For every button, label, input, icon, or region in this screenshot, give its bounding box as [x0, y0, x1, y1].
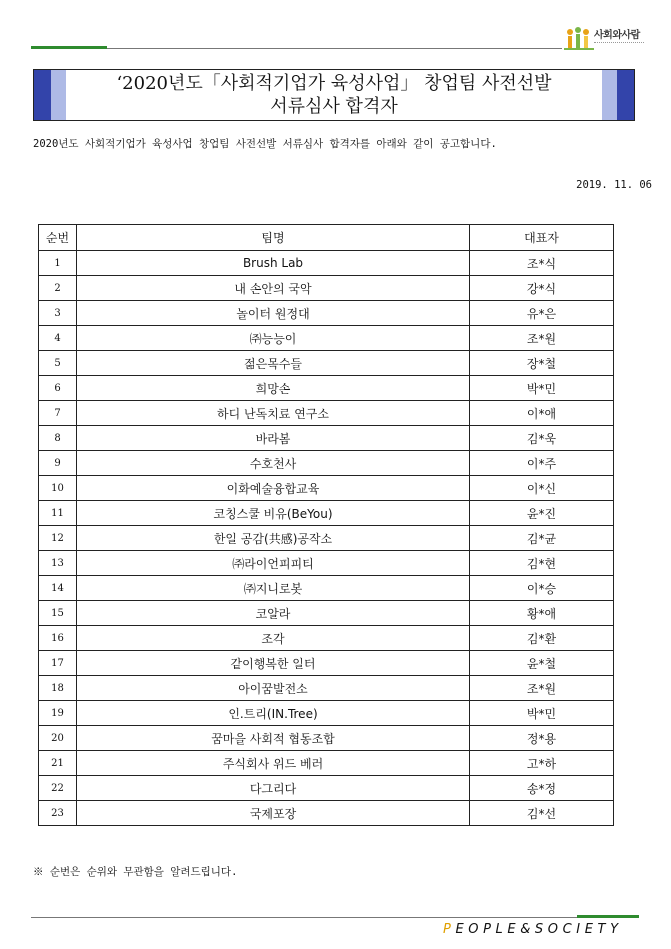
- table-row: [39, 576, 614, 601]
- cell-team-name: 놀이터 원정대: [77, 301, 470, 326]
- cell-team-name: Brush Lab: [77, 251, 470, 276]
- cell-number: 22: [39, 776, 77, 801]
- header-rule: [107, 48, 562, 49]
- header-number: 순번: [39, 225, 77, 251]
- cell-representative: 김*현: [470, 551, 614, 576]
- cell-representative: 고*하: [470, 751, 614, 776]
- table-row: [39, 501, 614, 526]
- cell-team-name: 하디 난독치료 연구소: [77, 401, 470, 426]
- table-row: [39, 801, 614, 826]
- cell-representative: 유*은: [470, 301, 614, 326]
- page-title: [74, 72, 594, 118]
- cell-team-name: 조각: [77, 626, 470, 651]
- title-bar-left-light: [51, 70, 66, 120]
- cell-number: 21: [39, 751, 77, 776]
- table-row: [39, 426, 614, 451]
- cell-team-name: 코칭스쿨 비유(BeYou): [77, 501, 470, 526]
- cell-team-name: 희망손: [77, 376, 470, 401]
- cell-team-name: 다그리다: [77, 776, 470, 801]
- cell-number: 3: [39, 301, 77, 326]
- cell-number: 7: [39, 401, 77, 426]
- cell-representative: 김*선: [470, 801, 614, 826]
- announcement-date: 2019. 11. 06: [576, 179, 652, 191]
- table-row: [39, 601, 614, 626]
- cell-representative: 이*신: [470, 476, 614, 501]
- cell-team-name: 꿈마을 사회적 협동조합: [77, 726, 470, 751]
- table-row: [39, 451, 614, 476]
- cell-representative: 박*민: [470, 701, 614, 726]
- cell-number: 11: [39, 501, 77, 526]
- table-row: [39, 701, 614, 726]
- cell-number: 14: [39, 576, 77, 601]
- cell-number: 19: [39, 701, 77, 726]
- cell-number: 18: [39, 676, 77, 701]
- cell-number: 5: [39, 351, 77, 376]
- intro-text: 2020년도 사회적기업가 육성사업 창업팀 사전선발 서류심사 합격자를 아래와 같이 공고합니다.: [33, 138, 497, 150]
- cell-representative: 이*애: [470, 401, 614, 426]
- cell-team-name: 한일 공감(共感)공작소: [77, 526, 470, 551]
- cell-number: 17: [39, 651, 77, 676]
- footer-rule-accent: [577, 915, 639, 918]
- cell-representative: 김*욱: [470, 426, 614, 451]
- table-row: [39, 776, 614, 801]
- cell-representative: 김*환: [470, 626, 614, 651]
- cell-team-name: 국제포장: [77, 801, 470, 826]
- table-row: [39, 676, 614, 701]
- cell-number: 2: [39, 276, 77, 301]
- cell-team-name: ㈜능능이: [77, 326, 470, 351]
- table-row: [39, 376, 614, 401]
- cell-team-name: ㈜라이언피피티: [77, 551, 470, 576]
- cell-number: 23: [39, 801, 77, 826]
- cell-number: 16: [39, 626, 77, 651]
- cell-number: 10: [39, 476, 77, 501]
- table-row: [39, 651, 614, 676]
- table-row: [39, 626, 614, 651]
- cell-team-name: ㈜지니로봇: [77, 576, 470, 601]
- cell-team-name: 이화예술융합교육: [77, 476, 470, 501]
- cell-team-name: 코알라: [77, 601, 470, 626]
- footer-brand-initial: P: [443, 922, 456, 937]
- cell-representative: 장*철: [470, 351, 614, 376]
- cell-number: 6: [39, 376, 77, 401]
- footer-brand: [443, 922, 623, 937]
- footnote: ※ 순번은 순위와 무관함을 알려드립니다.: [33, 866, 238, 878]
- cell-representative: 박*민: [470, 376, 614, 401]
- logo-underline: [594, 42, 644, 45]
- table-row: [39, 526, 614, 551]
- cell-team-name: 인.트리(IN.Tree): [77, 701, 470, 726]
- title-line-1: ‘2020년도「사회적기업가 육성사업」 창업팀 사전선발: [116, 73, 552, 94]
- cell-number: 12: [39, 526, 77, 551]
- cell-team-name: 내 손안의 국악: [77, 276, 470, 301]
- cell-representative: 윤*진: [470, 501, 614, 526]
- title-bar-right-light: [602, 70, 617, 120]
- table-header-row: [39, 225, 614, 251]
- title-line-2: 서류심사 합격자: [270, 96, 398, 117]
- cell-representative: 이*주: [470, 451, 614, 476]
- table-row: [39, 251, 614, 276]
- people-icon: [564, 26, 594, 52]
- table-row: [39, 351, 614, 376]
- cell-representative: 김*균: [470, 526, 614, 551]
- table-row: [39, 401, 614, 426]
- title-bar-right-dark: [617, 70, 634, 120]
- cell-representative: 이*승: [470, 576, 614, 601]
- cell-team-name: 아이꿈발전소: [77, 676, 470, 701]
- footer-brand-rest: EOPLE&SOCIETY: [455, 922, 623, 937]
- cell-number: 13: [39, 551, 77, 576]
- cell-team-name: 주식회사 위드 베러: [77, 751, 470, 776]
- header-rule-accent: [31, 46, 107, 49]
- title-bar-left-dark: [34, 70, 51, 120]
- cell-team-name: 수호천사: [77, 451, 470, 476]
- cell-representative: 조*식: [470, 251, 614, 276]
- table-row: [39, 551, 614, 576]
- cell-number: 1: [39, 251, 77, 276]
- logo-text: 사회와사람: [594, 30, 640, 41]
- cell-representative: 강*식: [470, 276, 614, 301]
- table-row: [39, 726, 614, 751]
- results-table: [38, 224, 614, 826]
- cell-team-name: 바라봄: [77, 426, 470, 451]
- header-team-name: 팀명: [77, 225, 470, 251]
- footer-rule: [31, 917, 577, 918]
- cell-team-name: 같이행복한 일터: [77, 651, 470, 676]
- cell-representative: 윤*철: [470, 651, 614, 676]
- title-box: [33, 69, 635, 121]
- cell-number: 9: [39, 451, 77, 476]
- header-representative: 대표자: [470, 225, 614, 251]
- cell-number: 20: [39, 726, 77, 751]
- cell-representative: 정*용: [470, 726, 614, 751]
- table-row: [39, 301, 614, 326]
- cell-representative: 송*정: [470, 776, 614, 801]
- table-row: [39, 326, 614, 351]
- organization-logo: [564, 20, 654, 54]
- cell-number: 15: [39, 601, 77, 626]
- table-row: [39, 276, 614, 301]
- table-body: [39, 251, 614, 826]
- cell-representative: 조*원: [470, 326, 614, 351]
- table-row: [39, 751, 614, 776]
- cell-representative: 조*원: [470, 676, 614, 701]
- cell-number: 8: [39, 426, 77, 451]
- cell-number: 4: [39, 326, 77, 351]
- table-row: [39, 476, 614, 501]
- cell-team-name: 젊은목수들: [77, 351, 470, 376]
- cell-representative: 황*애: [470, 601, 614, 626]
